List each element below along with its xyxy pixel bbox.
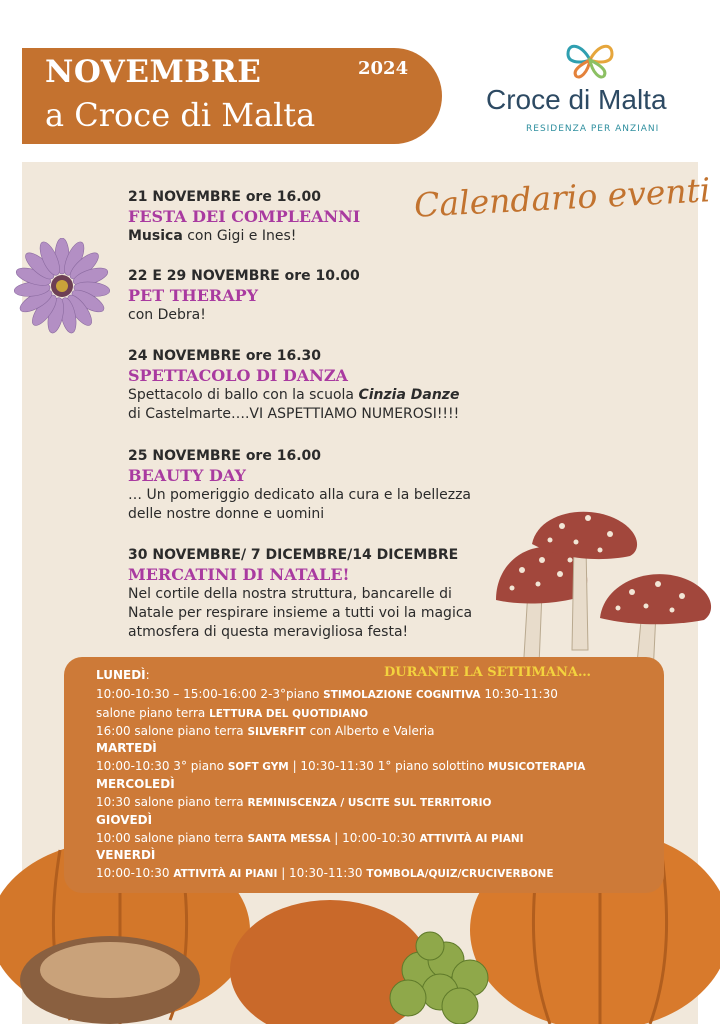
monday-line-2 bbox=[96, 705, 368, 723]
schedule-text: 10:30-11:30 bbox=[480, 687, 558, 701]
activity-name: REMINISCENZA / USCITE SUL TERRITORIO bbox=[247, 797, 492, 809]
event-description-line2: di Castelmarte….VI ASPETTIAMO NUMEROSI!!!! bbox=[128, 406, 460, 422]
event-title: PET THERAPY bbox=[128, 286, 259, 305]
wednesday-line-1 bbox=[96, 794, 491, 812]
event-desc-text: con Gigi e Ines! bbox=[182, 228, 297, 244]
event-title: MERCATINI DI NATALE! bbox=[128, 565, 350, 584]
activity-name: ATTIVITÀ AI PIANI bbox=[419, 833, 524, 845]
event-description-line1: … Un pomeriggio dedicato alla cura e la bellezza bbox=[128, 487, 471, 503]
event-date: 22 E 29 NOVEMBRE ore 10.00 bbox=[128, 268, 360, 284]
event-birthday bbox=[128, 188, 588, 246]
activity-name: STIMOLAZIONE COGNITIVA bbox=[323, 689, 481, 701]
activity-name: SANTA MESSA bbox=[247, 833, 331, 845]
event-desc-bold: Cinzia Danze bbox=[358, 387, 460, 403]
monday-line-3 bbox=[96, 723, 435, 741]
event-description: con Debra! bbox=[128, 307, 206, 323]
schedule-text: 10:00-10:30 3° piano bbox=[96, 759, 228, 773]
thursday-line-1 bbox=[96, 830, 524, 848]
event-description bbox=[128, 386, 588, 405]
event-description-line2: delle nostre donne e uomini bbox=[128, 506, 325, 522]
event-title: FESTA DEI COMPLEANNI bbox=[128, 207, 361, 226]
activity-name: MUSICOTERAPIA bbox=[488, 761, 586, 773]
header-banner bbox=[22, 48, 442, 144]
monday-heading bbox=[96, 667, 150, 684]
schedule-text: 10:00-10:30 – 15:00-16:00 2-3°piano bbox=[96, 687, 324, 701]
event-pet-therapy bbox=[128, 267, 588, 325]
weekly-title: DURANTE LA SETTIMANA… bbox=[384, 665, 591, 680]
event-date: 21 NOVEMBRE ore 16.00 bbox=[128, 189, 321, 205]
activity-name: ATTIVITÀ AI PIANI bbox=[173, 868, 278, 880]
day-suffix: : bbox=[145, 668, 150, 682]
thursday-heading: GIOVEDÌ bbox=[96, 813, 153, 827]
day-label: LUNEDÌ bbox=[96, 668, 146, 682]
event-description bbox=[128, 227, 588, 246]
activity-name: SILVERFIT bbox=[247, 726, 306, 738]
event-dance-show bbox=[128, 347, 588, 424]
schedule-text: 10:00 salone piano terra bbox=[96, 831, 248, 845]
event-desc-text: Spettacolo di ballo con la scuola bbox=[128, 387, 359, 403]
logo-subtitle: RESIDENZA PER ANZIANI bbox=[526, 124, 660, 134]
schedule-text: 16:00 salone piano terra bbox=[96, 724, 248, 738]
event-desc-bold: Musica bbox=[128, 228, 183, 244]
header-month: NOVEMBRE bbox=[45, 54, 262, 90]
logo bbox=[486, 40, 696, 140]
wednesday-heading: MERCOLEDÌ bbox=[96, 777, 175, 791]
schedule-text: | 10:00-10:30 bbox=[330, 831, 420, 845]
daisy-flower-icon bbox=[2, 238, 122, 334]
event-date: 30 NOVEMBRE/ 7 DICEMBRE/14 DICEMBRE bbox=[128, 547, 459, 563]
calendar-title: Calendario eventi bbox=[413, 170, 712, 225]
schedule-text: 10:00-10:30 bbox=[96, 866, 174, 880]
weekly-schedule-box bbox=[64, 657, 664, 893]
butterfly-logo-icon bbox=[564, 40, 616, 80]
schedule-text: salone piano terra bbox=[96, 706, 210, 720]
monday-line-1 bbox=[96, 686, 558, 704]
event-title: SPETTACOLO DI DANZA bbox=[128, 366, 348, 385]
tuesday-heading: MARTEDÌ bbox=[96, 741, 157, 755]
schedule-text: | 10:30-11:30 1° piano solottino bbox=[288, 759, 489, 773]
event-date: 24 NOVEMBRE ore 16.30 bbox=[128, 348, 321, 364]
friday-line-1 bbox=[96, 865, 554, 883]
event-description-line2: Natale per respirare insieme a tutti voi la magica bbox=[128, 605, 473, 621]
logo-name: Croce di Malta bbox=[486, 84, 667, 115]
activity-name: SOFT GYM bbox=[227, 761, 289, 773]
event-description-line1: Nel cortile della nostra struttura, bancarelle di bbox=[128, 586, 452, 602]
header-year: 2024 bbox=[358, 58, 409, 79]
activity-name: LETTURA DEL QUOTIDIANO bbox=[209, 708, 369, 720]
activity-name: TOMBOLA/QUIZ/CRUCIVERBONE bbox=[366, 868, 554, 880]
event-date: 25 NOVEMBRE ore 16.00 bbox=[128, 448, 321, 464]
event-title: BEAUTY DAY bbox=[128, 466, 246, 485]
schedule-text: | 10:30-11:30 bbox=[277, 866, 367, 880]
schedule-text: con Alberto e Valeria bbox=[305, 724, 435, 738]
event-description-line3: atmosfera di questa meravigliosa festa! bbox=[128, 624, 409, 640]
friday-heading: VENERDÌ bbox=[96, 848, 156, 862]
tuesday-line-1 bbox=[96, 758, 585, 776]
header-place: a Croce di Malta bbox=[45, 96, 316, 134]
schedule-text: 10:30 salone piano terra bbox=[96, 795, 248, 809]
